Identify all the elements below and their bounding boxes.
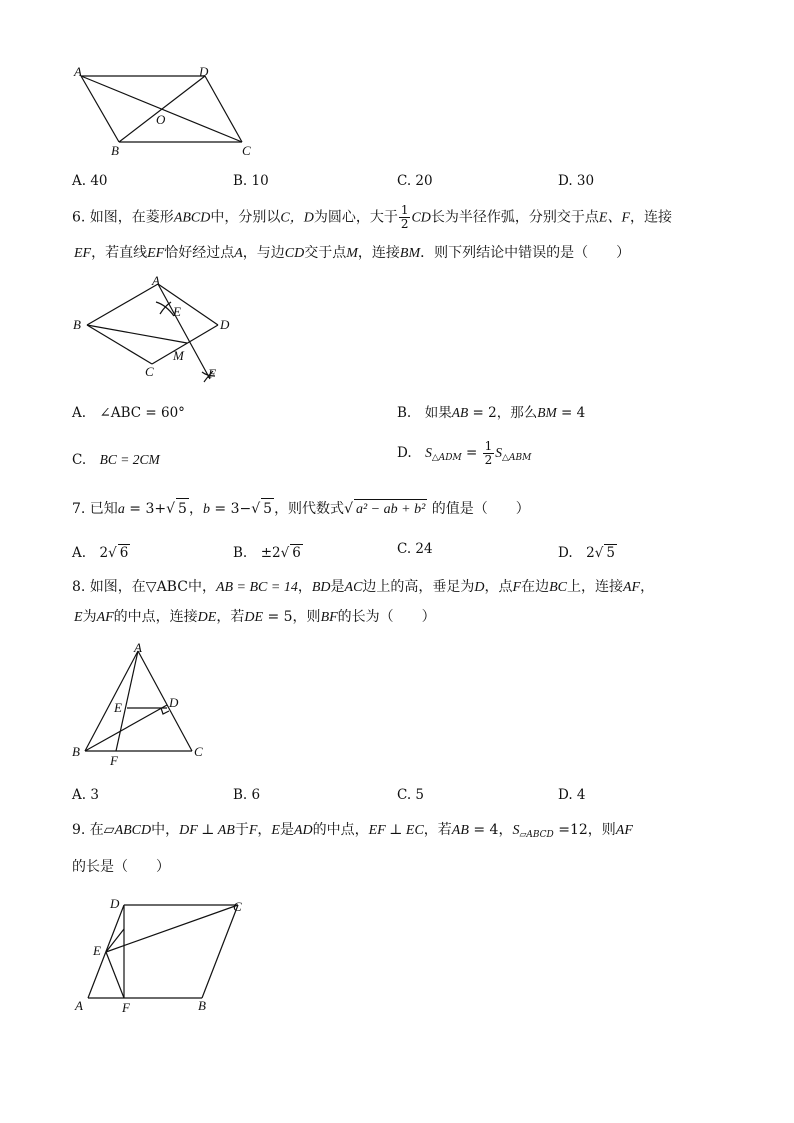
q8-option-a[interactable]: A. 3 (72, 787, 99, 803)
q7-stem: 7. 已知a = 3+√ 5 ，b = 3−√ 5 ，则代数式√ a² − ab + b² 的值是（ ） (72, 498, 530, 520)
fig8-label-E: E (114, 700, 122, 715)
q6-option-c[interactable]: C. BC = 2CM (72, 452, 160, 468)
sqrt-icon: √ (344, 501, 353, 517)
fig6-label-F: F (208, 366, 216, 381)
fig5-label-D: D (199, 64, 209, 79)
q8-stem-line1: 8. 如图，在▽ABC中，AB = BC = 14，BD是AC边上的高，垂足为D，点F在边BC上，连接AF， (72, 579, 655, 595)
fig9-label-E: E (93, 943, 101, 958)
q7-option-a[interactable]: A. 2√ 6 (72, 545, 129, 561)
q5-option-a[interactable]: A. 40 (72, 173, 108, 189)
fig6-label-B: B (73, 317, 81, 332)
fig6-label-D: D (220, 317, 230, 332)
q7-option-b[interactable]: B. ±2√ 6 (233, 545, 301, 561)
fig9-label-F: F (122, 1000, 130, 1015)
sqrt-icon: √ (166, 501, 176, 517)
fig8-label-A: A (134, 640, 142, 655)
q8-option-b[interactable]: B. 6 (233, 787, 261, 803)
fig8-label-F: F (110, 753, 118, 768)
q6-option-d[interactable]: D. $S_{\triangle ADM}$ = $\frac{1}{2}$ $S_{\triangle ABM}$ (397, 439, 532, 467)
fig9-label-B: B (198, 998, 206, 1013)
sqrt-icon: √ (251, 501, 261, 517)
sqrt-icon: √ (108, 545, 117, 561)
q5-option-c[interactable]: C. 20 (397, 173, 433, 189)
q7-option-c[interactable]: C. 24 (397, 541, 433, 557)
q5-option-b[interactable]: B. 10 (233, 173, 269, 189)
fig9-label-C: C (233, 899, 242, 914)
q8-option-d[interactable]: D. 4 (558, 787, 586, 803)
figure-q9-parallelogram (70, 892, 260, 1017)
fig5-label-B: B (111, 143, 119, 158)
figure-q8-triangle (70, 638, 220, 770)
fig9-label-A: A (75, 998, 83, 1013)
figure-q5-parallelogram (70, 62, 270, 162)
fig5-label-A: A (74, 64, 82, 79)
fig6-label-E: E (173, 304, 181, 319)
q9-stem-line1: 9. 在▱ABCD中，DF ⊥ AB于F，E是AD的中点，EF ⊥ EC，若AB = 4，$S_{▱ABCD} =12$，则AF (72, 822, 633, 840)
q9-stem-line2: 的长是（ ） (72, 859, 170, 875)
fig5-label-C: C (242, 143, 251, 158)
q5-option-d[interactable]: D. 30 (558, 173, 595, 189)
fig8-label-D: D (169, 695, 179, 710)
q6-option-b[interactable]: B. 如果AB = 2，那么BM = 4 (397, 405, 586, 421)
fig9-label-D: D (110, 896, 120, 911)
fig6-label-A: A (152, 273, 160, 288)
fig6-label-C: C (145, 364, 154, 379)
fig8-label-B: B (72, 744, 80, 759)
sqrt-icon: √ (594, 545, 604, 561)
q8-option-c[interactable]: C. 5 (397, 787, 425, 803)
q6-stem-line1: 6. 如图，在菱形ABCD中，分别以C，D为圆心，大于 $\frac{1}{2}$ CD长为半径作弧，分别交于点E、F，连接 (72, 203, 673, 231)
q6-stem-line2: EF，若直线EF恰好经过点A，与边CD交于点M，连接BM．则下列结论中错误的是（ ） (74, 245, 631, 261)
fig5-label-O: O (156, 112, 166, 127)
q6-option-a[interactable]: A. ∠ABC = 60° (72, 405, 185, 421)
q6-fraction: $\frac{1}{2}$ (400, 203, 409, 231)
fig8-label-C: C (194, 744, 203, 759)
fig6-label-M: M (173, 348, 184, 363)
q7-option-d[interactable]: D. 2√ 5 (558, 545, 615, 561)
figure-q6-rhombus (70, 272, 240, 390)
q8-stem-line2: E为AF的中点，连接DE，若DE = 5，则BF的长为（ ） (74, 609, 436, 625)
sqrt-icon: √ (280, 545, 290, 561)
